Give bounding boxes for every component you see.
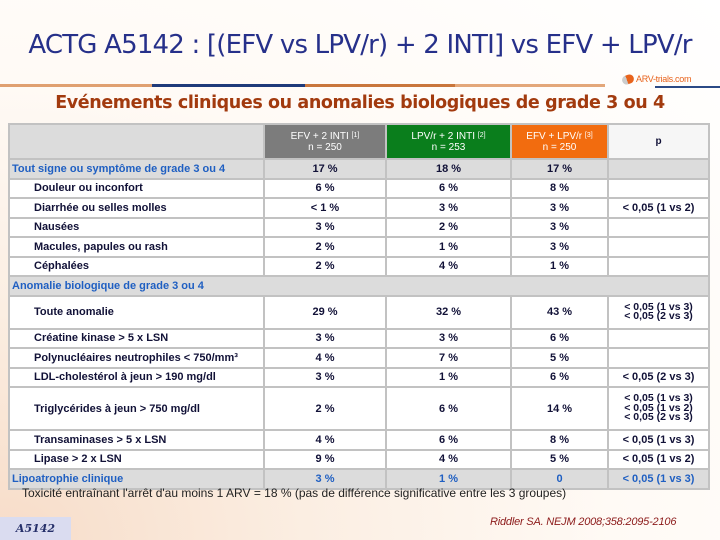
table-row-section: Lipoatrophie clinique 3 % 1 % 0 < 0,05 (1 vs 3) <box>9 469 709 489</box>
table-row-section: Tout signe ou symptôme de grade 3 ou 4 17 % 18 % 17 % <box>9 159 709 179</box>
divider-line <box>0 84 152 87</box>
table-row: Macules, papules ou rash 2 % 1 % 3 % <box>9 237 709 257</box>
table-row: Créatine kinase > 5 x LSN 3 % 3 % 6 % <box>9 329 709 349</box>
table-row: LDL-cholestérol à jeun > 190 mg/dl 3 % 1 % 6 % < 0,05 (2 vs 3) <box>9 368 709 388</box>
toxicity-note: Toxicité entraînant l'arrêt d'au moins 1 ARV = 18 % (pas de différence significative entre les 3 groupes) <box>22 486 567 500</box>
header-p-value: p <box>608 124 709 159</box>
slide-subtitle: Evénements cliniques ou anomalies biologiques de grade 3 ou 4 <box>55 93 665 113</box>
table-row: Nausées 3 % 2 % 3 % <box>9 218 709 238</box>
table-row-section: Anomalie biologique de grade 3 ou 4 <box>9 276 709 296</box>
table-row: Douleur ou inconfort 6 % 6 % 8 % <box>9 179 709 199</box>
adverse-events-table <box>8 123 710 490</box>
citation: Riddler SA. NEJM 2008;358:2095-2106 <box>490 516 677 528</box>
pill-icon <box>621 73 635 86</box>
table-row: Toute anomalie 29 % 32 % 43 % < 0,05 (1 vs 3) < 0,05 (2 vs 3) <box>9 296 709 329</box>
table-row: Triglycérides à jeun > 750 mg/dl 2 % 6 % 14 % < 0,05 (1 vs 3) < 0,05 (1 vs 2) < 0,05 (2 vs 3) <box>9 387 709 430</box>
divider-line <box>152 84 305 87</box>
logo-text: ARV-trials.com <box>636 74 692 84</box>
table-row: Lipase > 2 x LSN 9 % 4 % 5 % < 0,05 (1 vs 2) <box>9 450 709 470</box>
header-efv-2inti: EFV + 2 INTI [1] n = 250 <box>264 124 386 159</box>
study-badge: A5142 <box>0 517 71 540</box>
table-row: Polynucléaires neutrophiles < 750/mm³ 4 % 7 % 5 % <box>9 348 709 368</box>
table-row: Céphalées 2 % 4 % 1 % <box>9 257 709 277</box>
arv-trials-logo <box>622 74 691 84</box>
divider-line <box>455 84 605 87</box>
table-row: Diarrhée ou selles molles < 1 % 3 % 3 % < 0,05 (1 vs 2) <box>9 198 709 218</box>
header-blank-cell <box>9 124 264 159</box>
divider-line <box>305 84 455 87</box>
header-efv-lpvr: EFV + LPV/r [3] n = 250 <box>511 124 608 159</box>
table-row: Transaminases > 5 x LSN 4 % 6 % 8 % < 0,05 (1 vs 3) <box>9 430 709 450</box>
table-header-row <box>9 124 709 159</box>
header-lpvr-2inti: LPV/r + 2 INTI [2] n = 253 <box>386 124 511 159</box>
slide-title: ACTG A5142 : [(EFV vs LPV/r) + 2 INTI] vs EFV + LPV/r <box>28 30 692 60</box>
divider-line <box>655 86 720 88</box>
